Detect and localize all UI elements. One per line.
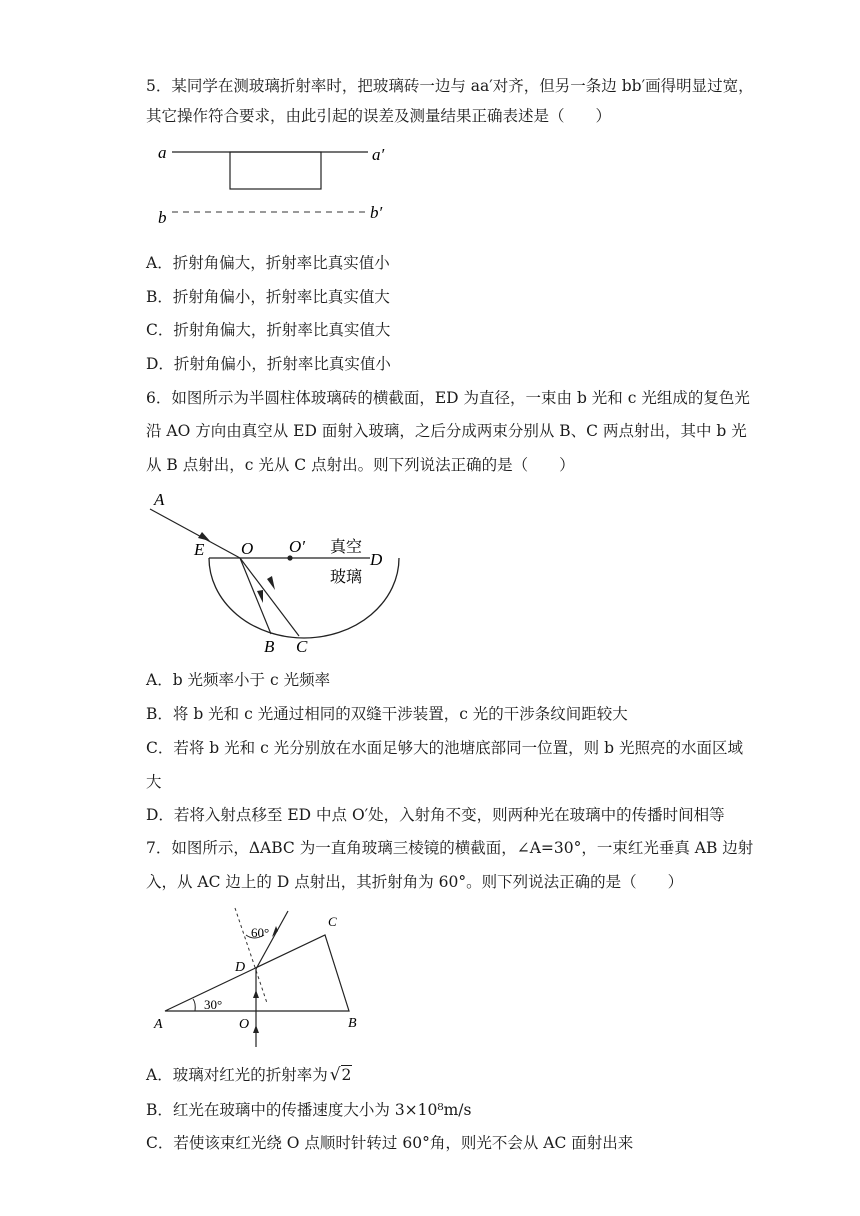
q7-option-a-text: A．玻璃对红光的折射率为 (146, 1066, 328, 1084)
q7-diagram (150, 905, 370, 1055)
label-D: D (370, 550, 383, 569)
label-C: C (328, 914, 337, 929)
label-C: C (296, 637, 308, 656)
q7-stem-line1: 7．如图所示，ΔABC 为一直角玻璃三棱镜的横截面，∠A=30°，一束红光垂真 AB 边射 (146, 839, 754, 857)
q7-stem-line2: 入，从 AC 边上的 D 点射出，其折射角为 60°。则下列说法正确的是（ ） (146, 873, 684, 891)
semicircle-glass (209, 558, 399, 638)
label-b: b (158, 208, 167, 227)
q6-option-b: B．将 b 光和 c 光通过相同的双缝干涉装置，c 光的干涉条纹间距较大 (146, 705, 628, 723)
ray-c (240, 558, 299, 636)
q5-option-d: D．折射角偏小，折射率比真实值小 (146, 355, 391, 373)
q7-option-c: C．若使该束红光绕 O 点顺时针转过 60°角，则光不会从 AC 面射出来 (146, 1134, 634, 1152)
label-a: a (158, 143, 167, 162)
label-O-prime: O′ (289, 537, 305, 556)
normal-at-D (235, 908, 270, 1003)
q5-option-c: C．折射角偏大，折射率比真实值大 (146, 321, 391, 339)
q7-figure (150, 905, 370, 1055)
ray-b (240, 558, 271, 634)
q6-option-c-cont: 大 (146, 773, 162, 791)
label-B: B (264, 637, 275, 656)
label-O: O (241, 539, 254, 558)
point-O-prime (287, 555, 292, 560)
label-B: B (348, 1016, 357, 1031)
label-E: E (194, 540, 205, 559)
q6-stem-line1: 6．如图所示为半圆柱体玻璃砖的横截面，ED 为直径，一束由 b 光和 c 光组成的复色光 (146, 389, 750, 407)
q5-diagram (150, 138, 410, 230)
q6-option-d: D．若将入射点移至 ED 中点 O′处，入射角不变，则两种光在玻璃中的传播时间相等 (146, 806, 725, 824)
q6-diagram (140, 485, 400, 660)
ray-arrow-lower (253, 1025, 259, 1033)
q6-stem-line2: 沿 AO 方向由真空从 ED 面射入玻璃，之后分成两束分别从 B、C 两点射出，其中 b 光 (146, 422, 747, 440)
label-O: O (239, 1017, 250, 1032)
label-glass: 玻璃 (330, 569, 363, 586)
q5-option-a: A．折射角偏大，折射率比真实值小 (146, 254, 390, 272)
q6-option-c: C．若将 b 光和 c 光分别放在水面足够大的池塘底部同一位置，则 b 光照亮的水面区域 (146, 739, 743, 757)
label-D: D (235, 960, 246, 975)
q5-stem-line2: 其它操作符合要求，由此引起的误差及测量结果正确表述是（ ） (146, 107, 612, 125)
arc-30 (193, 999, 195, 1011)
label-A: A (154, 1017, 163, 1032)
label-60deg: 60° (251, 925, 270, 940)
label-A: A (154, 490, 165, 509)
glass-brick (230, 152, 321, 189)
label-vacuum: 真空 (330, 539, 363, 556)
q6-option-a: A．b 光频率小于 c 光频率 (146, 671, 331, 689)
label-30deg: 30° (204, 997, 223, 1012)
q7-option-b: B．红光在玻璃中的传播速度大小为 3×10⁸m/s (146, 1101, 472, 1119)
sqrt-symbol: √2 (329, 1065, 352, 1085)
q6-stem-line3: 从 B 点射出，c 光从 C 点射出。则下列说法正确的是（ ） (146, 456, 575, 474)
ray-arrow-upper (253, 990, 259, 998)
sqrt-value: 2 (341, 1066, 352, 1084)
q5-figure (150, 138, 410, 230)
q5-option-b: B．折射角偏小，折射率比真实值大 (146, 288, 390, 306)
ray-c-arrow (267, 576, 275, 590)
q7-option-a (146, 1065, 352, 1085)
label-a-prime: a′ (372, 145, 385, 164)
q5-stem-line1: 5．某同学在测玻璃折射率时，把玻璃砖一边与 aa′对齐，但另一条边 bb′画得明显过宽， (146, 77, 754, 95)
q6-figure (140, 485, 400, 660)
label-b-prime: b′ (370, 203, 383, 222)
